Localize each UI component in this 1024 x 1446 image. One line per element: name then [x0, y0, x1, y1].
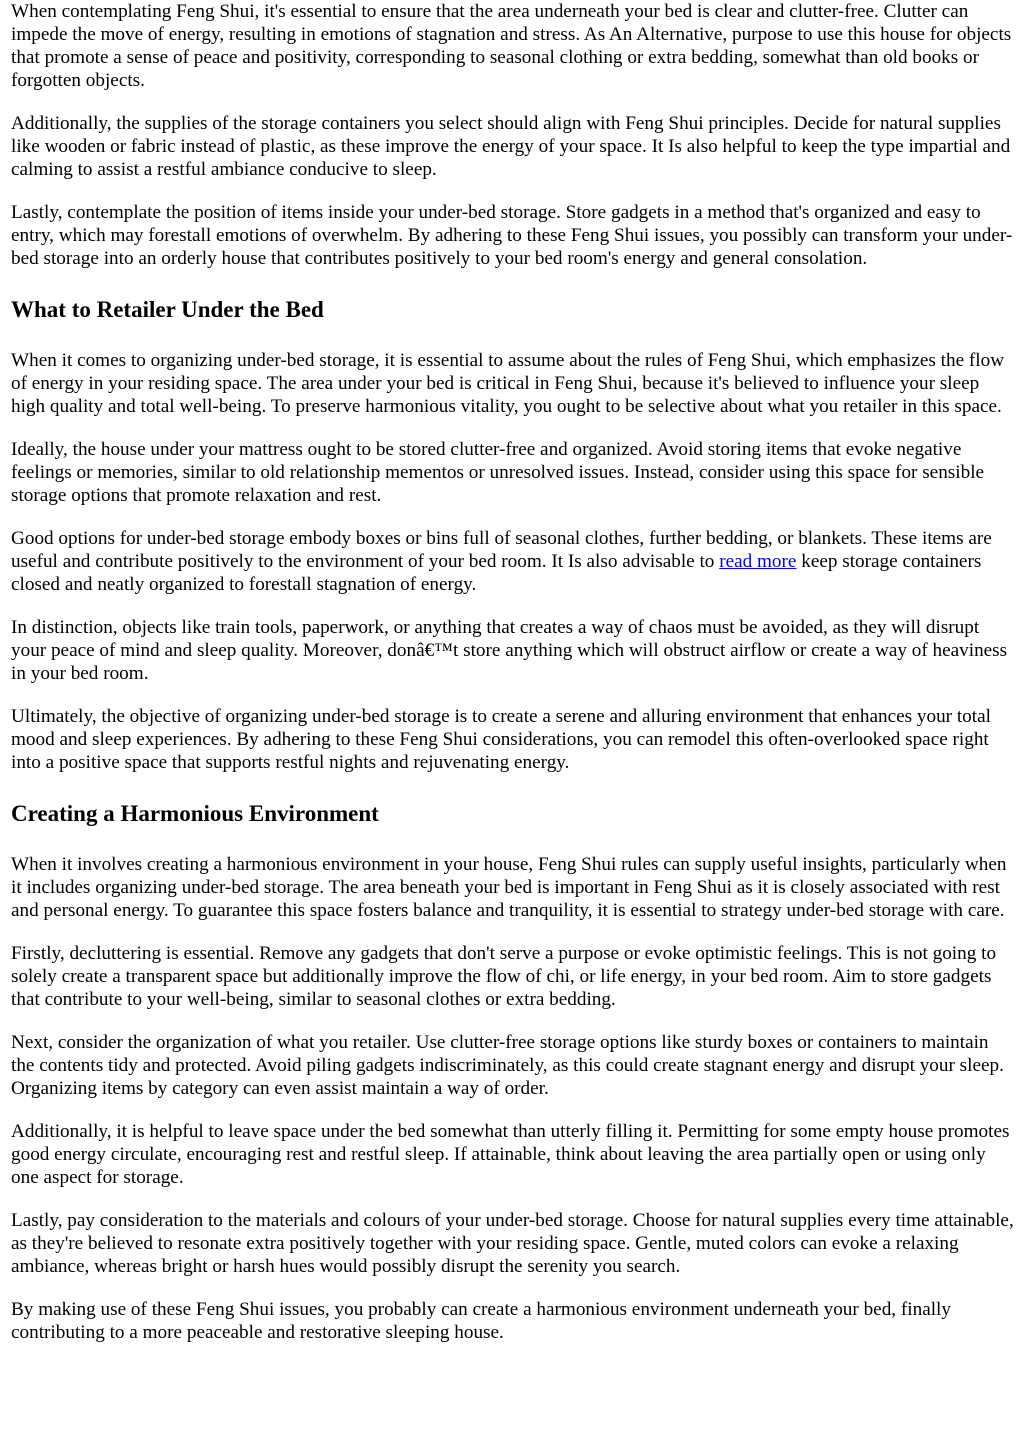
intro-paragraph-3: Lastly, contemplate the position of items inside your under-bed storage. Store gadgets in a method that's organized and easy to entry, which may forestall emotions of overwhelm. By adhering to these Feng Shui issues, you possibly can transform your under-bed storage into an orderly house that contributes positively to your bed room's energy and general consolation. [11, 202, 1013, 269]
section1-paragraph-3-text-before: Good options for under-bed storage embody boxes or bins full of seasonal clothes, further bedding, or blankets. These items are useful and contribute positively to the environment of your bed room. It Is also advisable to [11, 528, 992, 572]
section1-paragraph-2: Ideally, the house under your mattress ought to be stored clutter-free and organized. Avoid storing items that evoke negative feelings or memories, similar to old relationship mementos or unresolved issues. Instead, consider using this space for sensible storage options that promote relaxation and rest. [11, 439, 985, 506]
section1-paragraph-5: Ultimately, the objective of organizing under-bed storage is to create a serene and alluring environment that enhances your total mood and sleep experiences. By adhering to these Feng Shui considerations, you can remodel this often-overlooked space right into a positive space that supports restful nights and rejuvenating energy. [11, 706, 991, 773]
intro-paragraph-2: Additionally, the supplies of the storage containers you select should align with Feng Shui principles. Decide for natural supplies like wooden or fabric instead of plastic, as these improve the energy of your space. It Is also helpful to keep the type impartial and calming to assist a restful ambiance conducive to sleep. [11, 113, 1011, 180]
section1-paragraph-4: In distinction, objects like train tools, paperwork, or anything that creates a way of chaos must be avoided, as they will disrupt your peace of mind and sleep quality. Moreover, donâ€™t store anything which will obstruct airflow or create a way of heaviness in your bed room. [11, 617, 1008, 684]
section2-paragraph-6: By making use of these Feng Shui issues, you probably can create a harmonious environment underneath your bed, finally contributing to a more peaceable and restorative sleeping house. [11, 1299, 951, 1343]
section2-paragraph-1: When it involves creating a harmonious environment in your house, Feng Shui rules can supply useful insights, particularly when it includes organizing under-bed storage. The area beneath your bed is important in Feng Shui as it is closely associated with rest and personal energy. To guarantee this space fosters balance and tranquility, it is essential to strategy under-bed storage with care. [11, 854, 1007, 921]
section-heading-what-to-store: What to Retailer Under the Bed [11, 297, 324, 322]
section-heading-harmonious-environment: Creating a Harmonious Environment [11, 801, 379, 826]
intro-paragraph-1: When contemplating Feng Shui, it's essential to ensure that the area underneath your bed is clear and clutter-free. Clutter can impede the move of energy, resulting in emotions of stagnation and stress. As An Alternative, purpose to use this house for objects that promote a sense of peace and positivity, corresponding to seasonal clothing or extra bedding, somewhat than old books or forgotten objects. [11, 1, 1012, 91]
section1-paragraph-1: When it comes to organizing under-bed storage, it is essential to assume about the rules of Feng Shui, which emphasizes the flow of energy in your residing space. The area under your bed is critical in Feng Shui, because it's believed to influence your sleep high quality and total well-being. To preserve harmonious vitality, you ought to be selective about what you retailer in this space. [11, 350, 1005, 417]
section2-paragraph-4: Additionally, it is helpful to leave space under the bed somewhat than utterly filling it. Permitting for some empty house promotes good energy circulate, encouraging rest and restful sleep. If attainable, think about leaving the area partially open or using only one aspect for storage. [11, 1121, 1010, 1188]
read-more-link[interactable]: read more [719, 551, 797, 572]
section1-paragraph-3-text-after: keep storage containers closed and neatly organized to forestall stagnation of energy. [11, 551, 982, 595]
section2-paragraph-3: Next, consider the organization of what you retailer. Use clutter-free storage options like sturdy boxes or containers to maintain the contents tidy and protected. Avoid piling gadgets indiscriminately, as this could create stagnant energy and disrupt your sleep. Organizing items by category can even assist maintain a way of order. [11, 1032, 1004, 1099]
section1-paragraph-3 [11, 527, 1014, 596]
section2-paragraph-5: Lastly, pay consideration to the materials and colours of your under-bed storage. Choose for natural supplies every time attainable, as they're believed to resonate extra positively together with your residing space. Gentle, muted colors can evoke a relaxing ambiance, whereas bright or harsh hues would possibly disrupt the serenity you search. [11, 1210, 1014, 1277]
section2-paragraph-2: Firstly, decluttering is essential. Remove any gadgets that don't serve a purpose or evoke optimistic feelings. This is not going to solely create a transparent space but additionally improve the flow of chi, or life energy, in your bed room. Aim to store gadgets that contribute to your well-being, similar to seasonal clothes or extra bedding. [11, 943, 997, 1010]
